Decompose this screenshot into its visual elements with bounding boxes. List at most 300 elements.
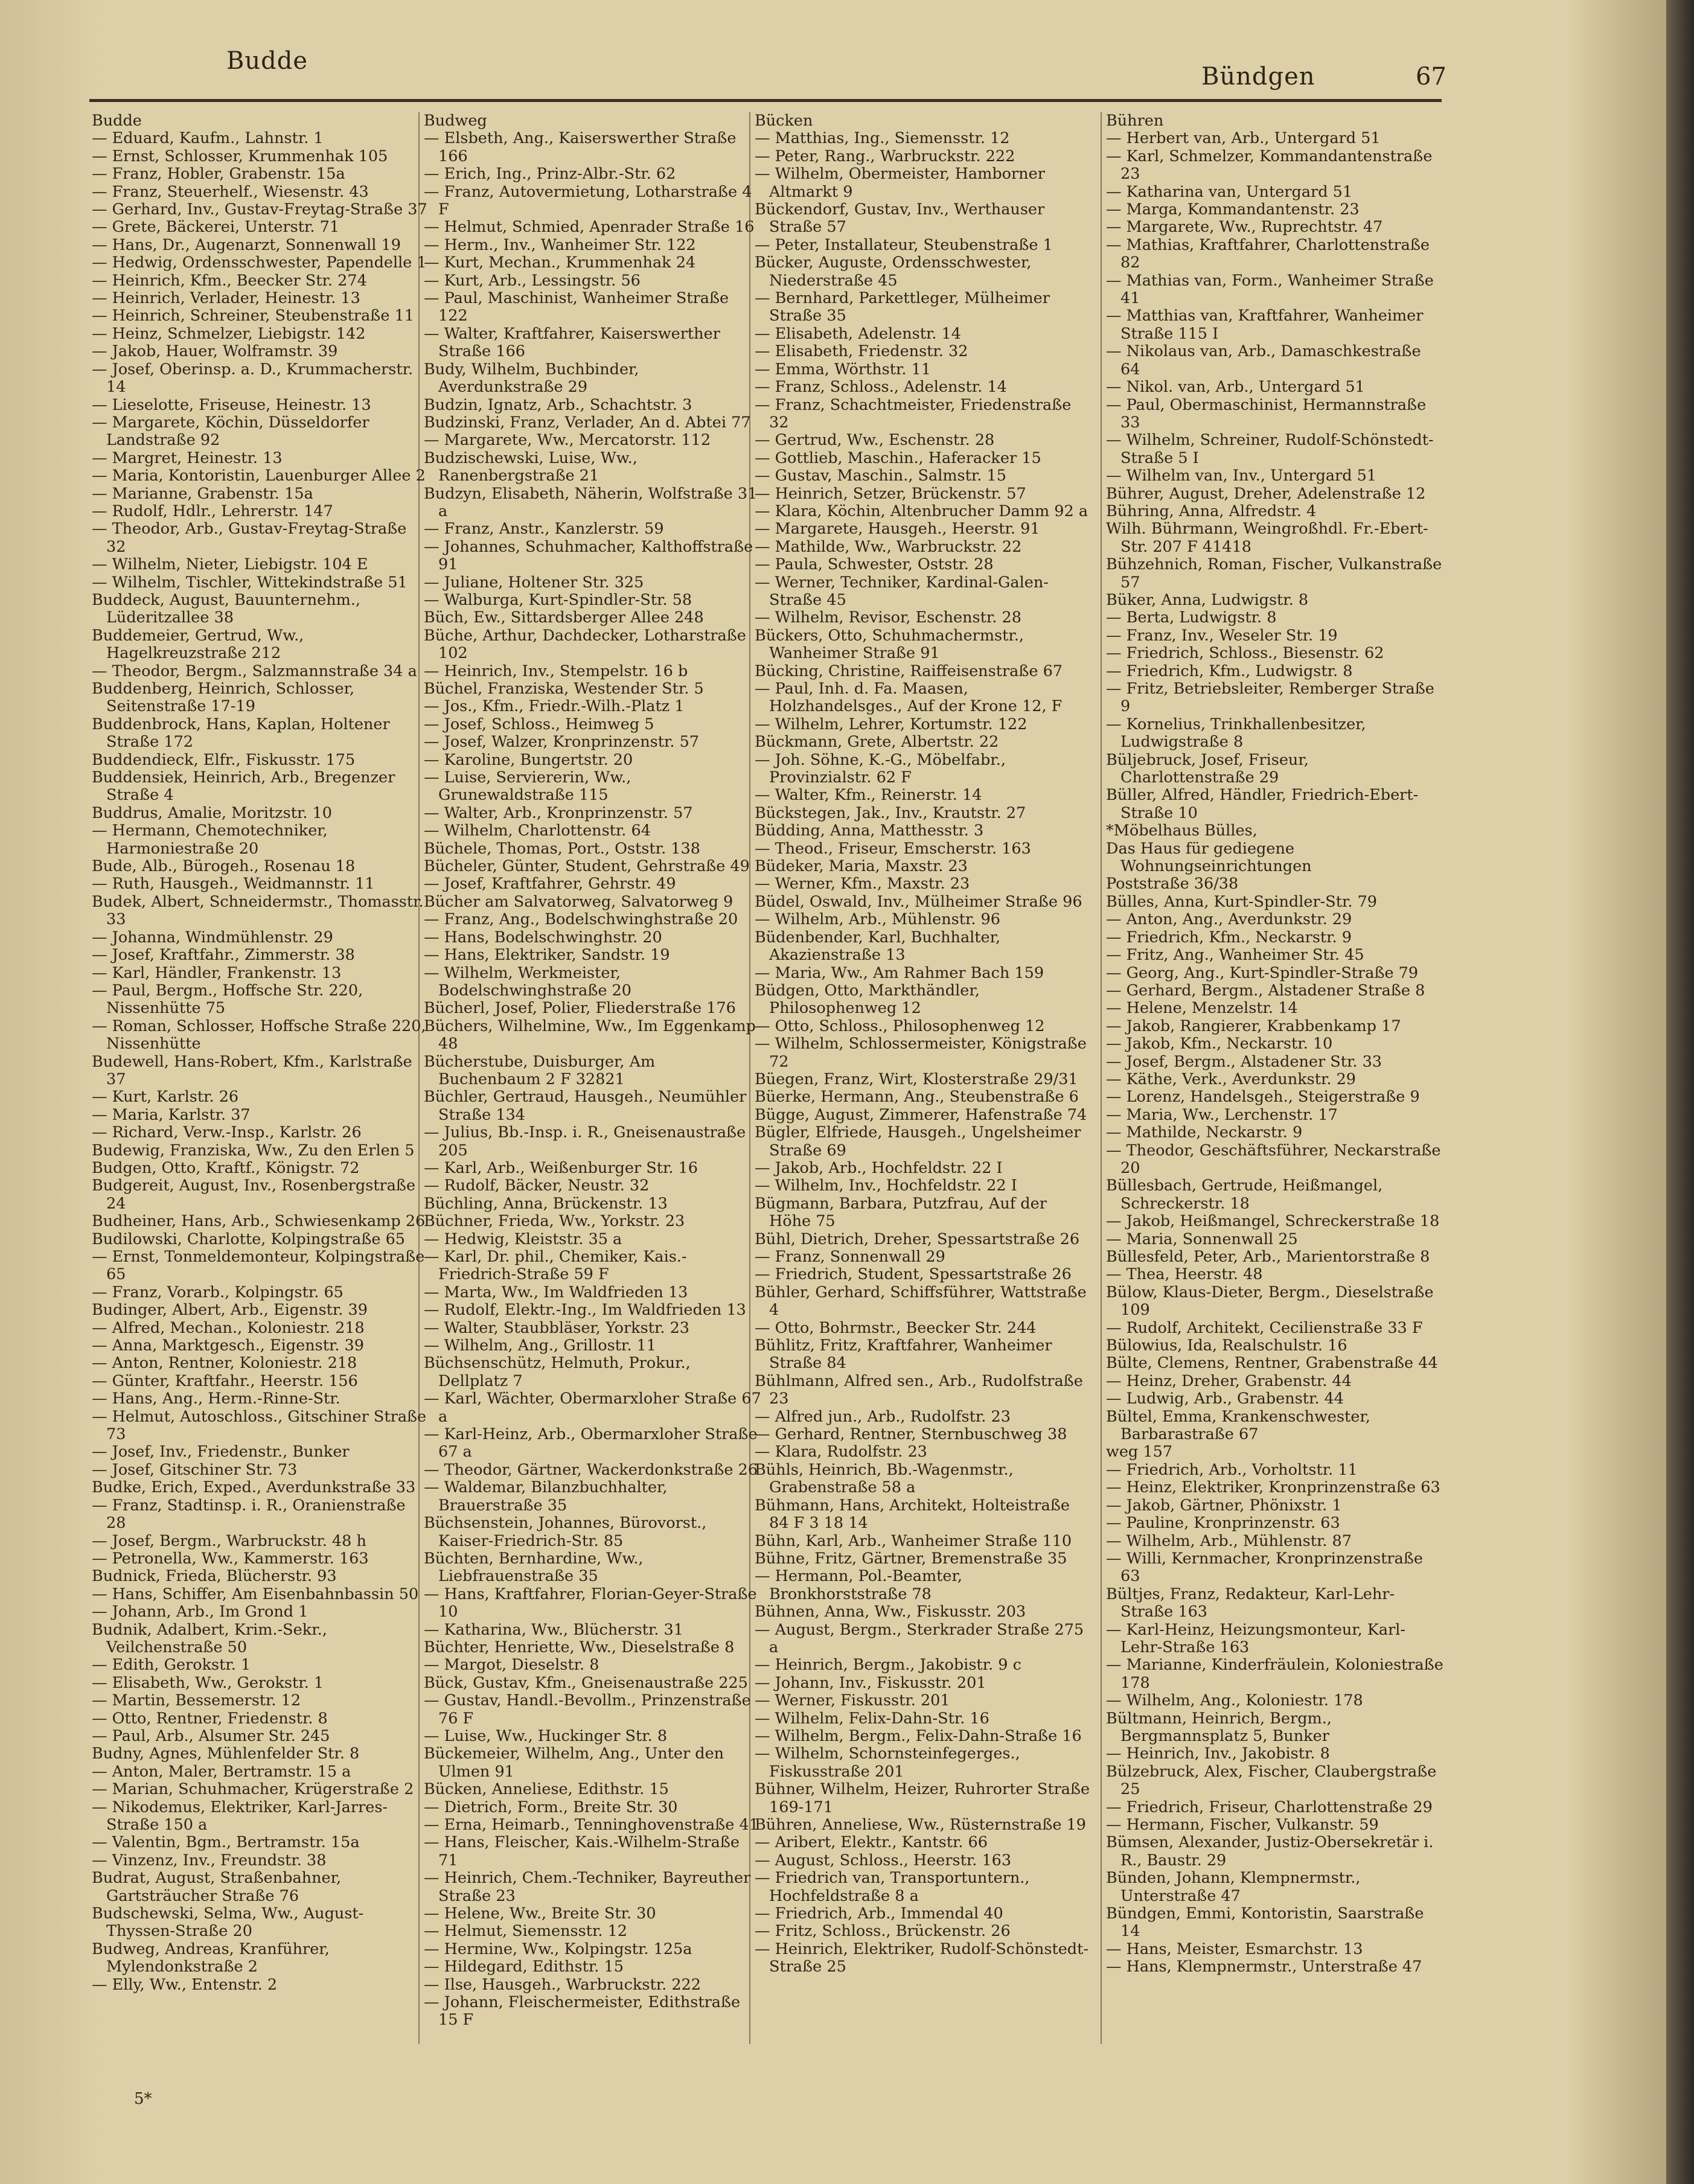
- directory-entry: Bückmann, Grete, Albertstr. 22: [755, 733, 999, 752]
- directory-entry: — Gerhard, Bergm., Alstadener Straße 8: [1106, 981, 1425, 1000]
- directory-entry: — Jakob, Rangierer, Krabbenkamp 17: [1106, 1017, 1401, 1035]
- directory-entry: Budgen, Otto, Kraftf., Königstr. 72: [92, 1158, 360, 1177]
- directory-entry: Buddemeier, Gertrud, Ww., Hagelkreuzstraße 212: [92, 626, 304, 663]
- directory-entry: Bude, Alb., Bürogeh., Rosenau 18: [92, 857, 356, 876]
- directory-entry: — Klara, Köchin, Altenbrucher Damm 92 a: [755, 502, 1088, 520]
- directory-entry: Budheiner, Hans, Arb., Schwiesenkamp 26: [92, 1212, 426, 1231]
- directory-entry: — Paul, Inh. d. Fa. Maasen, Holzhandelsges., Auf der Krone 12, F: [755, 680, 1063, 716]
- directory-entry: — Josef, Oberinsp. a. D., Krummacherstr. 14: [92, 360, 414, 397]
- directory-entry: — Heinrich, Setzer, Brückenstr. 57: [755, 484, 1026, 503]
- directory-entry: — Peter, Installateur, Steubenstraße 1: [755, 235, 1053, 254]
- directory-entry: Bücken: [755, 112, 813, 130]
- directory-entry: — Jakob, Heißmangel, Schreckerstraße 18: [1106, 1212, 1440, 1231]
- directory-entry: — Hermann, Pol.-Beamter, Bronkhorststraße 78: [755, 1567, 962, 1603]
- running-head-left: Budde: [226, 47, 308, 75]
- directory-entry: — Rudolf, Hdlr., Lehrerstr. 147: [92, 502, 333, 520]
- directory-entry: — Friedrich van, Transportuntern., Hochfeldstraße 8 a: [755, 1869, 1030, 1905]
- directory-entry: — Herm., Inv., Wanheimer Str. 122: [424, 235, 696, 254]
- directory-entry: Büchel, Franziska, Westender Str. 5: [424, 680, 704, 698]
- directory-entry: — Wilhelm, Ang., Koloniestr. 178: [1106, 1691, 1363, 1710]
- directory-entry: — Herbert van, Arb., Untergard 51: [1106, 129, 1381, 148]
- directory-entry: — Wilhelm, Obermeister, Hamborner Altmarkt 9: [755, 165, 1045, 201]
- directory-entry: Büller, Alfred, Händler, Friedrich-Ebert-Straße 10: [1106, 786, 1419, 822]
- directory-entry: Bülte, Clemens, Rentner, Grabenstraße 44: [1106, 1354, 1438, 1373]
- directory-entry: Budy, Wilhelm, Buchbinder, Averdunkstraße 29: [424, 360, 639, 397]
- directory-entry: — Ruth, Hausgeh., Weidmannstr. 11: [92, 875, 375, 893]
- directory-entry: — Martin, Bessemerstr. 12: [92, 1691, 301, 1710]
- directory-entry: Bühmann, Hans, Architekt, Holteistraße 84 F 3 18 14: [755, 1496, 1070, 1533]
- directory-entry: Büdding, Anna, Matthesstr. 3: [755, 822, 984, 840]
- directory-entry: Büdel, Oswald, Inv., Mülheimer Straße 96: [755, 892, 1082, 911]
- directory-entry: — Josef, Kraftfahr., Zimmerstr. 38: [92, 946, 355, 965]
- directory-entry: — Anton, Rentner, Koloniestr. 218: [92, 1354, 357, 1373]
- directory-entry: — Franz, Stadtinsp. i. R., Oranienstraße 28: [92, 1496, 406, 1533]
- directory-entry: Bültjes, Franz, Redakteur, Karl-Lehr-Straße 163: [1106, 1585, 1395, 1621]
- directory-entry: Büchsenstein, Johannes, Bürovorst., Kaiser-Friedrich-Str. 85: [424, 1514, 707, 1550]
- directory-entry: Büllesbach, Gertrude, Heißmangel, Schreckerstr. 18: [1106, 1177, 1383, 1213]
- directory-entry: Budny, Agnes, Mühlenfelder Str. 8: [92, 1745, 360, 1763]
- directory-entry: — Hermann, Chemotechniker, Harmoniestraße 20: [92, 822, 328, 858]
- directory-entry: — Wilhelm van, Inv., Untergard 51: [1106, 467, 1377, 485]
- directory-entry: Bührer, August, Dreher, Adelenstraße 12: [1106, 484, 1426, 503]
- directory-entry: — Fritz, Schloss., Brückenstr. 26: [755, 1922, 1011, 1941]
- directory-entry: Bügmann, Barbara, Putzfrau, Auf der Höhe 75: [755, 1194, 1047, 1231]
- directory-entry: — Hildegard, Edithstr. 15: [424, 1958, 624, 1976]
- directory-entry: — Margot, Dieselstr. 8: [424, 1656, 599, 1675]
- directory-entry: — Vinzenz, Inv., Freundstr. 38: [92, 1851, 327, 1869]
- directory-entry: Bültmann, Heinrich, Bergm., Bergmannsplatz 5, Bunker: [1106, 1709, 1332, 1745]
- directory-entry: — Pauline, Kronprinzenstr. 63: [1106, 1514, 1340, 1533]
- directory-entry: Bülowius, Ida, Realschulstr. 16: [1106, 1336, 1347, 1355]
- directory-entry: — Wilhelm, Arb., Mühlenstr. 96: [755, 910, 1000, 929]
- directory-entry: — Johanna, Windmühlenstr. 29: [92, 928, 333, 947]
- directory-entry: — Nikodemus, Elektriker, Karl-Jarres-Straße 150 a: [92, 1798, 388, 1834]
- directory-entry: — Hans, Fleischer, Kais.-Wilhelm-Straße 71: [424, 1833, 740, 1869]
- directory-entry: Budek, Albert, Schneidermstr., Thomasstr. 33: [92, 892, 424, 929]
- directory-entry: *Möbelhaus Bülles,: [1106, 822, 1258, 840]
- directory-entry: — Gerhard, Rentner, Sternbuschweg 38: [755, 1425, 1067, 1444]
- directory-entry: — Karl, Arb., Weißenburger Str. 16: [424, 1158, 698, 1177]
- directory-entry: — Heinrich, Elektriker, Rudolf-Schönstedt-Straße 25: [755, 1940, 1088, 1976]
- directory-entry: — Lieselotte, Friseuse, Heinestr. 13: [92, 395, 371, 414]
- signature-mark: 5*: [134, 2090, 152, 2108]
- directory-entry: — Friedrich, Schloss., Biesenstr. 62: [1106, 644, 1384, 663]
- directory-entry: Bückstegen, Jak., Inv., Krautstr. 27: [755, 803, 1026, 822]
- directory-entry: Büchten, Bernhardine, Ww., Liebfrauenstraße 35: [424, 1549, 644, 1586]
- directory-entry: — Jakob, Gärtner, Phönixstr. 1: [1106, 1496, 1342, 1515]
- directory-entry: — Heinrich, Inv., Stempelstr. 16 b: [424, 662, 688, 680]
- directory-entry: — Valentin, Bgm., Bertramstr. 15a: [92, 1833, 360, 1852]
- directory-entry: — Joh. Söhne, K.-G., Möbelfabr., Provinzialstr. 62 F: [755, 750, 1006, 787]
- directory-entry: Bückemeier, Wilhelm, Ang., Unter den Ulmen 91: [424, 1745, 724, 1781]
- directory-entry: — Johann, Inv., Fiskusstr. 201: [755, 1673, 986, 1692]
- directory-entry: — Grete, Bäckerei, Unterstr. 71: [92, 218, 340, 237]
- directory-entry: — Petronella, Ww., Kammerstr. 163: [92, 1549, 369, 1568]
- directory-entry: Buddendieck, Elfr., Fiskusstr. 175: [92, 750, 356, 769]
- directory-entry: — Franz, Ang., Bodelschwinghstraße 20: [424, 910, 738, 929]
- directory-entry: Bühren: [1106, 112, 1164, 130]
- directory-entry: Budewell, Hans-Robert, Kfm., Karlstraße 37: [92, 1052, 412, 1088]
- directory-entry: — Wilhelm, Bergm., Felix-Dahn-Straße 16: [755, 1726, 1082, 1745]
- directory-entry: — Willi, Kernmacher, Kronprinzenstraße 63: [1106, 1549, 1423, 1586]
- directory-entry: — Ernst, Tonmeldemonteur, Kolpingstraße 65: [92, 1248, 425, 1284]
- directory-entry: Büker, Anna, Ludwigstr. 8: [1106, 590, 1309, 609]
- directory-entry: — Karl-Heinz, Heizungsmonteur, Karl-Lehr-Straße 163: [1106, 1620, 1406, 1656]
- directory-entry: — Lorenz, Handelsgeh., Steigerstraße 9: [1106, 1088, 1420, 1106]
- directory-entry: — Josef, Bergm., Alstadener Str. 33: [1106, 1052, 1382, 1071]
- directory-entry: — Gerhard, Inv., Gustav-Freytag-Straße 37: [92, 200, 427, 219]
- directory-entry: — Erich, Ing., Prinz-Albr.-Str. 62: [424, 165, 676, 184]
- directory-entry: — Georg, Ang., Kurt-Spindler-Straße 79: [1106, 963, 1419, 982]
- directory-entry: — Emma, Wörthstr. 11: [755, 360, 932, 378]
- directory-entry: Buddeck, August, Bauunternehm., Lüderitzallee 38: [92, 590, 361, 627]
- directory-entry: — Mathilde, Ww., Warbruckstr. 22: [755, 537, 1022, 556]
- directory-entry: — Marian, Schuhmacher, Krügerstraße 2: [92, 1780, 414, 1799]
- directory-entry: — Franz, Sonnenwall 29: [755, 1248, 945, 1266]
- directory-entry: — Maria, Kontoristin, Lauenburger Allee 2: [92, 467, 426, 485]
- directory-entry: — Theodor, Gärtner, Wackerdonkstraße 26: [424, 1460, 758, 1479]
- directory-entry: — Hans, Ang., Herm.-Rinne-Str.: [92, 1390, 340, 1408]
- directory-entry: — Johann, Arb., Im Grond 1: [92, 1603, 308, 1621]
- column-2: [424, 112, 762, 2044]
- directory-entry: — Theod., Friseur, Emscherstr. 163: [755, 839, 1031, 858]
- directory-entry: — August, Bergm., Sterkrader Straße 275 a: [755, 1620, 1084, 1656]
- directory-entry: — Marga, Kommandantenstr. 23: [1106, 200, 1360, 219]
- directory-entry: — Gertrud, Ww., Eschenstr. 28: [755, 431, 995, 450]
- directory-entry: — Josef, Inv., Friedenstr., Bunker: [92, 1443, 350, 1461]
- directory-entry: Büljebruck, Josef, Friseur, Charlottenstraße 29: [1106, 750, 1309, 787]
- directory-entry: — Heinz, Schmelzer, Liebigstr. 142: [92, 324, 366, 343]
- directory-entry: — Walter, Kraftfahrer, Kaiserswerther Straße 166: [424, 324, 720, 361]
- directory-entry: Buddenbrock, Hans, Kaplan, Holtener Straße 172: [92, 715, 390, 752]
- directory-entry: Budweg: [424, 112, 487, 130]
- directory-entry: — Franz, Steuerhelf., Wiesenstr. 43: [92, 182, 369, 201]
- directory-entry: — Margarete, Ww., Ruprechtstr. 47: [1106, 218, 1383, 237]
- directory-entry: — Franz, Inv., Weseler Str. 19: [1106, 626, 1338, 645]
- directory-entry: Bünden, Johann, Klempnermstr., Unterstraße 47: [1106, 1869, 1361, 1905]
- directory-entry: — Helmut, Siemensstr. 12: [424, 1922, 628, 1941]
- directory-entry: weg 157: [1106, 1443, 1173, 1461]
- directory-entry: Bücherl, Josef, Polier, Fliederstraße 176: [424, 999, 736, 1018]
- directory-entry: Bücherstube, Duisburger, Am Buchenbaum 2 F 32821: [424, 1052, 656, 1088]
- directory-entry: Bückendorf, Gustav, Inv., Werthauser Straße 57: [755, 200, 1045, 237]
- directory-entry: Büerke, Hermann, Ang., Steubenstraße 6: [755, 1088, 1079, 1106]
- directory-entry: Bühler, Gerhard, Schiffsführer, Wattstraße 4: [755, 1283, 1087, 1320]
- directory-entry: — Eduard, Kaufm., Lahnstr. 1: [92, 129, 324, 148]
- directory-entry: — Margarete, Köchin, Düsseldorfer Landstraße 92: [92, 413, 369, 450]
- directory-entry: Budde: [92, 112, 142, 130]
- directory-entry: Büdenbender, Karl, Buchhalter, Akazienstraße 13: [755, 928, 1001, 965]
- directory-entry: — Wilhelm, Felix-Dahn-Str. 16: [755, 1709, 989, 1728]
- directory-entry: — Ludwig, Arb., Grabenstr. 44: [1106, 1390, 1344, 1408]
- directory-entry: — Matthias van, Kraftfahrer, Wanheimer Straße 115 I: [1106, 307, 1424, 343]
- directory-entry: — Karoline, Bungertstr. 20: [424, 750, 633, 769]
- directory-entry: — Karl, Händler, Frankenstr. 13: [92, 963, 342, 982]
- directory-entry: — Marianne, Grabenstr. 15a: [92, 484, 313, 503]
- directory-entry: — Theodor, Geschäftsführer, Neckarstraße 20: [1106, 1141, 1441, 1177]
- directory-entry: — Wilhelm, Schornsteinfegerges., Fiskusstraße 201: [755, 1745, 1020, 1781]
- directory-entry: — Wilhelm, Werkmeister, Bodelschwinghstraße 20: [424, 963, 632, 1000]
- directory-entry: Büchner, Frieda, Ww., Yorkstr. 23: [424, 1212, 685, 1231]
- directory-entry: — Karl, Schmelzer, Kommandantenstraße 23: [1106, 147, 1433, 184]
- directory-entry: — Aribert, Elektr., Kantstr. 66: [755, 1833, 988, 1852]
- directory-entry: — Wilhelm, Schreiner, Rudolf-Schönstedt-Straße 5 I: [1106, 431, 1434, 467]
- directory-entry: — Anton, Ang., Averdunkstr. 29: [1106, 910, 1352, 929]
- directory-entry: — Rudolf, Architekt, Cecilienstraße 33 F: [1106, 1318, 1423, 1337]
- directory-entry: Budzin, Ignatz, Arb., Schachtstr. 3: [424, 395, 692, 414]
- directory-entry: — Hans, Elektriker, Sandstr. 19: [424, 946, 670, 965]
- directory-entry: — Wilhelm, Tischler, Wittekindstraße 51: [92, 573, 408, 592]
- directory-entry: Budinger, Albert, Arb., Eigenstr. 39: [92, 1301, 368, 1320]
- directory-entry: — Margarete, Hausgeh., Heerstr. 91: [755, 520, 1040, 538]
- directory-entry: Budzyn, Elisabeth, Näherin, Wolfstraße 31 a: [424, 484, 758, 520]
- directory-entry: — Julius, Bb.-Insp. i. R., Gneisenaustraße 205: [424, 1123, 746, 1160]
- running-head-right: Bündgen: [1201, 63, 1315, 91]
- directory-entry: — Elisabeth, Adelenstr. 14: [755, 324, 961, 343]
- directory-entry: — Heinrich, Chem.-Techniker, Bayreuther Straße 23: [424, 1869, 751, 1905]
- directory-entry: Buddensiek, Heinrich, Arb., Bregenzer Straße 4: [92, 768, 395, 805]
- directory-entry: — Paul, Obermaschinist, Hermannstraße 33: [1106, 395, 1427, 432]
- directory-entry: Bücking, Christine, Raiffeisenstraße 67: [755, 662, 1063, 680]
- directory-entry: Bücher am Salvatorweg, Salvatorweg 9: [424, 892, 734, 911]
- directory-entry: — Friedrich, Arb., Immendal 40: [755, 1905, 1003, 1923]
- directory-entry: — Friedrich, Kfm., Ludwigstr. 8: [1106, 662, 1353, 680]
- directory-entry: — Maria, Ww., Lerchenstr. 17: [1106, 1105, 1338, 1124]
- directory-entry: — Wilhelm, Ang., Grillostr. 11: [424, 1336, 656, 1355]
- directory-entry: — Fritz, Betriebsleiter, Remberger Straße 9: [1106, 680, 1434, 716]
- directory-entry: — Josef, Bergm., Warbruckstr. 48 h: [92, 1531, 366, 1550]
- directory-entry: — Maria, Karlstr. 37: [92, 1105, 251, 1124]
- directory-entry: — Thea, Heerstr. 48: [1106, 1265, 1263, 1284]
- directory-entry: — Gottlieb, Maschin., Haferacker 15: [755, 449, 1041, 467]
- directory-entry: — Rudolf, Elektr.-Ing., Im Waldfrieden 13: [424, 1301, 746, 1320]
- directory-entry: — Josef, Schloss., Heimweg 5: [424, 715, 654, 733]
- directory-entry: — Jakob, Arb., Hochfeldstr. 22 I: [755, 1158, 1003, 1177]
- directory-entry: — Helmut, Autoschloss., Gitschiner Straße 73: [92, 1407, 427, 1444]
- directory-entry: Bückers, Otto, Schuhmachermstr., Wanheimer Straße 91: [755, 626, 1024, 663]
- directory-entry: — Heinrich, Verlader, Heinestr. 13: [92, 289, 360, 308]
- directory-entry: — Friedrich, Student, Spessartstraße 26: [755, 1265, 1072, 1284]
- directory-entry: — Luise, Ww., Huckinger Str. 8: [424, 1726, 668, 1745]
- directory-entry: Bülles, Anna, Kurt-Spindler-Str. 79: [1106, 892, 1378, 911]
- directory-entry: Budweg, Andreas, Kranführer, Mylendonkstraße 2: [92, 1940, 330, 1976]
- directory-entry: — Otto, Schloss., Philosophenweg 12: [755, 1017, 1045, 1035]
- directory-entry: — Günter, Kraftfahr., Heerstr. 156: [92, 1371, 358, 1390]
- directory-entry: Budzinski, Franz, Verlader, An d. Abtei 77: [424, 413, 751, 432]
- directory-entry: Büchling, Anna, Brückenstr. 13: [424, 1194, 668, 1213]
- directory-entry: — Karl, Wächter, Obermarxloher Straße 67 a: [424, 1390, 761, 1426]
- directory-entry: — Paul, Arb., Alsumer Str. 245: [92, 1726, 330, 1745]
- directory-entry: — Bernhard, Parkettleger, Mülheimer Straße 35: [755, 289, 1050, 325]
- directory-entry: — Wilhelm, Nieter, Liebigstr. 104 E: [92, 555, 368, 574]
- directory-entry: — Franz, Schachtmeister, Friedenstraße 32: [755, 395, 1072, 432]
- directory-entry: — Franz, Vorarb., Kolpingstr. 65: [92, 1283, 344, 1301]
- directory-entry: Bühner, Wilhelm, Heizer, Ruhrorter Straße 169-171: [755, 1780, 1090, 1816]
- directory-entry: Budnick, Frieda, Blücherstr. 93: [92, 1567, 337, 1586]
- directory-entry: — Gustav, Handl.-Bevollm., Prinzenstraße 76 F: [424, 1691, 751, 1728]
- directory-entry: — Heinz, Elektriker, Kronprinzenstraße 63: [1106, 1478, 1440, 1497]
- directory-entry: — Katharina van, Untergard 51: [1106, 182, 1353, 201]
- directory-entry: Büegen, Franz, Wirt, Klosterstraße 29/31: [755, 1070, 1078, 1088]
- directory-entry: — Elsbeth, Ang., Kaiserswerther Straße 166: [424, 129, 737, 165]
- directory-entry: — Heinz, Dreher, Grabenstr. 44: [1106, 1371, 1352, 1390]
- directory-entry: — Margarete, Ww., Mercatorstr. 112: [424, 431, 711, 450]
- directory-entry: Bück, Gustav, Kfm., Gneisenaustraße 225: [424, 1673, 748, 1692]
- directory-entry: Bücken, Anneliese, Edithstr. 15: [424, 1780, 669, 1799]
- column-divider: [1101, 112, 1102, 2044]
- directory-entry: — Elisabeth, Ww., Gerokstr. 1: [92, 1673, 324, 1692]
- directory-entry: — Maria, Ww., Am Rahmer Bach 159: [755, 963, 1044, 982]
- directory-entry: — Karl-Heinz, Arb., Obermarxloher Straße 67 a: [424, 1425, 758, 1461]
- directory-entry: — Hermine, Ww., Kolpingstr. 125a: [424, 1940, 692, 1958]
- header-rule: [89, 99, 1442, 102]
- directory-entry: Buddenberg, Heinrich, Schlosser, Seitenstraße 17-19: [92, 680, 355, 716]
- directory-entry: — Kurt, Arb., Lessingstr. 56: [424, 271, 641, 290]
- directory-entry: Bücheler, Günter, Student, Gehrstraße 49: [424, 857, 750, 876]
- directory-entry: — Friedrich, Kfm., Neckarstr. 9: [1106, 928, 1352, 947]
- directory-entry: — Matthias, Ing., Siemensstr. 12: [755, 129, 1010, 148]
- directory-entry: — Hans, Klempnermstr., Unterstraße 47: [1106, 1958, 1422, 1976]
- directory-entry: — Edith, Gerokstr. 1: [92, 1656, 251, 1675]
- directory-entry: — Wilhelm, Charlottenstr. 64: [424, 822, 651, 840]
- directory-entry: — Friedrich, Arb., Vorholtstr. 11: [1106, 1460, 1358, 1479]
- directory-entry: Budschewski, Selma, Ww., August-Thyssen-Straße 20: [92, 1905, 364, 1941]
- directory-entry: — Hermann, Fischer, Vulkanstr. 59: [1106, 1816, 1379, 1834]
- directory-entry: — Kornelius, Trinkhallenbesitzer, Ludwigstraße 8: [1106, 715, 1366, 752]
- directory-entry: Das Haus für gediegene Wohnungseinrichtungen: [1106, 839, 1312, 876]
- directory-entry: — Jos., Kfm., Friedr.-Wilh.-Platz 1: [424, 697, 685, 716]
- directory-entry: — Mathias van, Form., Wanheimer Straße 41: [1106, 271, 1434, 308]
- directory-entry: Buddrus, Amalie, Moritzstr. 10: [92, 803, 333, 822]
- directory-entry: — Heinrich, Schreiner, Steubenstraße 11: [92, 307, 414, 325]
- directory-entry: — Helmut, Schmied, Apenrader Straße 16: [424, 218, 755, 237]
- directory-entry: Bühring, Anna, Alfredstr. 4: [1106, 502, 1317, 520]
- directory-entry: Bügler, Elfriede, Hausgeh., Ungelsheimer Straße 69: [755, 1123, 1081, 1160]
- directory-entry: — Juliane, Holtener Str. 325: [424, 573, 644, 592]
- directory-entry: — Franz, Autovermietung, Lotharstraße 4 F: [424, 182, 752, 219]
- directory-entry: — Wilhelm, Lehrer, Kortumstr. 122: [755, 715, 1028, 733]
- directory-entry: Büchele, Thomas, Port., Oststr. 138: [424, 839, 700, 858]
- directory-entry: — Jakob, Hauer, Wolframstr. 39: [92, 342, 338, 361]
- directory-entry: — Ernst, Schlosser, Krummenhak 105: [92, 147, 388, 165]
- directory-entry: — Werner, Fiskusstr. 201: [755, 1691, 950, 1710]
- directory-entry: — Klara, Rudolfstr. 23: [755, 1443, 927, 1461]
- directory-entry: — Erna, Heimarb., Tenninghovenstraße 41: [424, 1816, 759, 1834]
- directory-entry: Bülzebruck, Alex, Fischer, Claubergstraße 25: [1106, 1762, 1437, 1799]
- directory-entry: — Nikol. van, Arb., Untergard 51: [1106, 378, 1365, 397]
- directory-entry: — Walburga, Kurt-Spindler-Str. 58: [424, 590, 692, 609]
- directory-entry: — Gustav, Maschin., Salmstr. 15: [755, 467, 1006, 485]
- directory-entry: — Berta, Ludwigstr. 8: [1106, 608, 1277, 627]
- directory-entry: — Mathias, Kraftfahrer, Charlottenstraße 82: [1106, 235, 1430, 272]
- directory-entry: — Werner, Kfm., Maxstr. 23: [755, 875, 970, 893]
- directory-entry: Budewig, Franziska, Ww., Zu den Erlen 5: [92, 1141, 415, 1160]
- directory-entry: Büche, Arthur, Dachdecker, Lotharstraße 102: [424, 626, 746, 663]
- directory-entry: — Helene, Ww., Breite Str. 30: [424, 1905, 656, 1923]
- directory-entry: — Anton, Maler, Bertramstr. 15 a: [92, 1762, 351, 1781]
- directory-entry: — Maria, Sonnenwall 25: [1106, 1230, 1298, 1248]
- directory-entry: Bühzehnich, Roman, Fischer, Vulkanstraße 57: [1106, 555, 1442, 592]
- directory-entry: — Otto, Rentner, Friedenstr. 8: [92, 1709, 328, 1728]
- directory-entry: — Alfred jun., Arb., Rudolfstr. 23: [755, 1407, 1011, 1426]
- directory-entry: Büchers, Wilhelmine, Ww., Im Eggenkamp 48: [424, 1017, 756, 1053]
- directory-entry: Bühne, Fritz, Gärtner, Bremenstraße 35: [755, 1549, 1067, 1568]
- book-edge: [1666, 0, 1694, 2184]
- directory-entry: — Walter, Kfm., Reinerstr. 14: [755, 786, 982, 805]
- directory-entry: Büllesfeld, Peter, Arb., Marientorstraße 8: [1106, 1248, 1430, 1266]
- directory-entry: Bühlitz, Fritz, Kraftfahrer, Wanheimer Straße 84: [755, 1336, 1052, 1373]
- directory-entry: Budke, Erich, Exped., Averdunkstraße 33: [92, 1478, 416, 1497]
- directory-entry: — Ilse, Hausgeh., Warbruckstr. 222: [424, 1975, 701, 1994]
- directory-entry: Budgereit, August, Inv., Rosenbergstraße 24: [92, 1177, 416, 1213]
- directory-entry: — Franz, Anstr., Kanzlerstr. 59: [424, 520, 664, 538]
- column-4: [1106, 112, 1444, 2044]
- directory-entry: Budilowski, Charlotte, Kolpingstraße 65: [92, 1230, 406, 1248]
- directory-entry: — Josef, Kraftfahrer, Gehrstr. 49: [424, 875, 676, 893]
- directory-entry: — Wilhelm, Revisor, Eschenstr. 28: [755, 608, 1021, 627]
- directory-entry: — Anna, Marktgesch., Eigenstr. 39: [92, 1336, 364, 1355]
- directory-entry: — Wilhelm, Arb., Mühlenstr. 87: [1106, 1531, 1352, 1550]
- directory-entry: — Rudolf, Bäcker, Neustr. 32: [424, 1177, 650, 1195]
- directory-entry: — Roman, Schlosser, Hoffsche Straße 220, Nissenhütte: [92, 1017, 426, 1053]
- directory-entry: Büchter, Henriette, Ww., Dieselstraße 8: [424, 1638, 735, 1656]
- directory-entry: — Karl, Dr. phil., Chemiker, Kais.-Friedrich-Straße 59 F: [424, 1248, 687, 1284]
- directory-entry: — Paul, Bergm., Hoffsche Str. 220, Nissenhütte 75: [92, 981, 363, 1018]
- directory-entry: — Hans, Dr., Augenarzt, Sonnenwall 19: [92, 235, 401, 254]
- directory-entry: — Elisabeth, Friedenstr. 32: [755, 342, 968, 361]
- directory-entry: — Peter, Rang., Warbruckstr. 222: [755, 147, 1015, 165]
- directory-entry: — Hedwig, Kleiststr. 35 a: [424, 1230, 622, 1248]
- directory-entry: Bühls, Heinrich, Bb.-Wagenmstr., Grabenstraße 58 a: [755, 1460, 1014, 1497]
- directory-entry: — Theodor, Bergm., Salzmannstraße 34 a: [92, 662, 417, 680]
- directory-entry: — Paula, Schwester, Oststr. 28: [755, 555, 994, 574]
- directory-entry: — Walter, Staubbläser, Yorkstr. 23: [424, 1318, 690, 1337]
- directory-entry: — Jakob, Kfm., Neckarstr. 10: [1106, 1035, 1333, 1053]
- column-3: [755, 112, 1093, 2044]
- directory-entry: — Hans, Schiffer, Am Eisenbahnbassin 50: [92, 1585, 419, 1603]
- directory-entry: Wilh. Bührmann, Weingroßhdl. Fr.-Ebert-Str. 207 F 41418: [1106, 520, 1428, 556]
- directory-entry: Bültel, Emma, Krankenschwester, Barbarastraße 67: [1106, 1407, 1370, 1444]
- directory-entry: — Hans, Bodelschwinghstr. 20: [424, 928, 662, 947]
- directory-entry: — Luise, Serviererin, Ww., Grunewaldstraße 115: [424, 768, 631, 805]
- directory-entry: Büchsenschütz, Helmuth, Prokur., Dellplatz 7: [424, 1354, 691, 1390]
- directory-entry: — Kurt, Karlstr. 26: [92, 1088, 239, 1106]
- directory-entry: Budrat, August, Straßenbahner, Gartsträucher Straße 76: [92, 1869, 342, 1905]
- directory-entry: — Franz, Hobler, Grabenstr. 15a: [92, 165, 345, 184]
- directory-entry: — August, Schloss., Heerstr. 163: [755, 1851, 1012, 1869]
- directory-entry: — Marta, Ww., Im Waldfrieden 13: [424, 1283, 688, 1301]
- directory-entry: — Friedrich, Friseur, Charlottenstraße 29: [1106, 1798, 1433, 1816]
- column-1: [92, 112, 430, 2044]
- directory-entry: Büch, Ew., Sittardsberger Allee 248: [424, 608, 704, 627]
- directory-entry: — Johann, Fleischermeister, Edithstraße 15 F: [424, 1993, 741, 2029]
- directory-entry: — Franz, Schloss., Adelenstr. 14: [755, 378, 1007, 397]
- directory-entry: Bülow, Klaus-Dieter, Bergm., Dieselstraße 109: [1106, 1283, 1434, 1320]
- directory-entry: — Helene, Menzelstr. 14: [1106, 999, 1298, 1018]
- directory-entry: — Dietrich, Form., Breite Str. 30: [424, 1798, 678, 1816]
- directory-entry: — Katharina, Ww., Blücherstr. 31: [424, 1620, 683, 1639]
- directory-entry: — Mathilde, Neckarstr. 9: [1106, 1123, 1303, 1142]
- directory-entry: Bühlmann, Alfred sen., Arb., Rudolfstraße 23: [755, 1371, 1083, 1408]
- directory-entry: Büchler, Gertraud, Hausgeh., Neumühler Straße 134: [424, 1088, 747, 1124]
- directory-entry: Bündgen, Emmi, Kontoristin, Saarstraße 14: [1106, 1905, 1424, 1941]
- directory-entry: Bügge, August, Zimmerer, Hafenstraße 74: [755, 1105, 1087, 1124]
- directory-entry: — Fritz, Ang., Wanheimer Str. 45: [1106, 946, 1364, 965]
- directory-entry: — Waldemar, Bilanzbuchhalter, Brauerstraße 35: [424, 1478, 668, 1515]
- directory-entry: Bühnen, Anna, Ww., Fiskusstr. 203: [755, 1603, 1026, 1621]
- directory-entry: — Alfred, Mechan., Koloniestr. 218: [92, 1318, 365, 1337]
- directory-entry: — Hedwig, Ordensschwester, Papendelle 1: [92, 254, 427, 272]
